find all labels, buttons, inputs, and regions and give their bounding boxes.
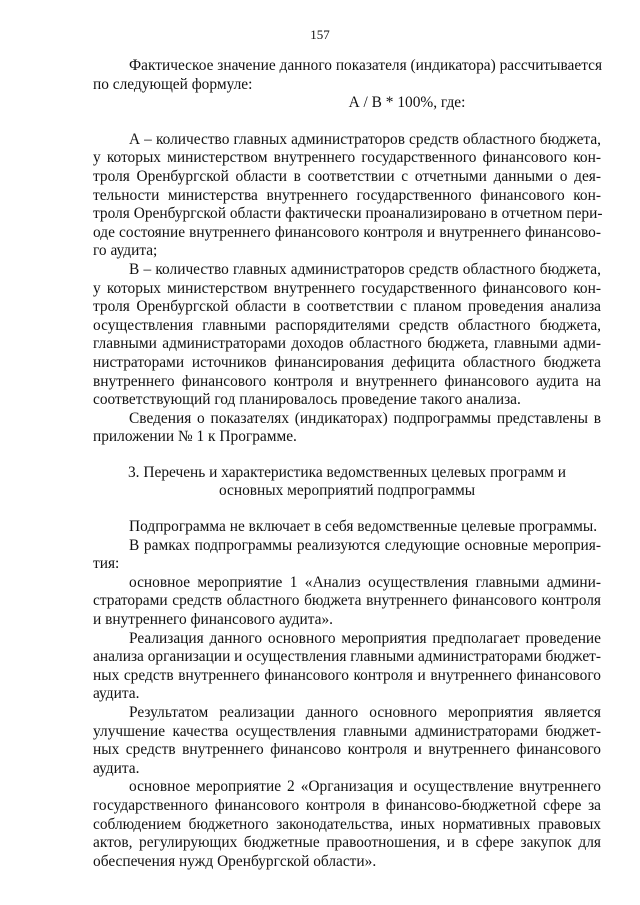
text-line: главными администраторами доходов областного бюджета, главными адми- [93,335,601,353]
text-line: осуществления главными распорядителями средств областного бюджета, [93,316,601,334]
text-line: Подпрограмма не включает в себя ведомственные целевые программы. [129,518,598,536]
text-line: соответствующий год планировалось проведение такого анализа. [93,391,521,409]
text-line: нистраторами источников финансирования дефицита областного бюджета [93,353,601,371]
section-body [93,518,601,871]
text-line: приложении № 1 к Программе. [93,428,297,446]
text-line: аудита. [93,759,140,777]
page-number: 157 [310,27,330,42]
text-line: обеспечения нужд Оренбургской области». [93,852,377,870]
text-line: основное мероприятие 1 «Анализ осуществления главными админи- [129,573,601,591]
text-line: тельности министерства внутреннего государственного финансового кон- [93,186,601,204]
text-line: го аудита; [93,242,158,260]
text-line: Реализация данного основного мероприятия предполагает проведение [129,629,601,647]
text-line: Результатом реализации данного основного мероприятия является [129,704,601,721]
text-line: тия: [93,555,120,573]
text-line: ных средств внутреннего финансово контроля и внутреннего финансового [93,741,601,759]
section-heading [93,464,601,501]
text-line: внутреннего финансового контроля и внутреннего финансового аудита на [93,372,601,390]
intro-paragraph [93,57,601,113]
text-line: Фактическое значение данного показателя (индикатора) рассчитывается [129,57,603,74]
indicators-note [93,410,601,447]
text-line: соблюдением бюджетного законодательства, иных нормативных правовых [93,815,601,833]
text-line: В – количество главных администраторов средств областного бюджета, [129,260,601,278]
definition-b [93,261,601,410]
text-line: оде состояние внутреннего финансового контроля и внутреннего финансово- [93,223,601,241]
text-line: государственного финансового контроля в финансово-бюджетной сфере за [93,796,601,814]
text-line: по следующей формуле: [93,75,253,93]
text-line: у которых министерством внутреннего государственного финансового кон- [93,149,601,167]
heading-line: основных мероприятий подпрограммы [218,482,476,500]
text-line: актов, регулирующих бюджетные правоотношения, и в сфере закупок для [93,834,601,852]
text-line: у которых министерством внутреннего государственного финансового кон- [93,279,601,297]
text-line: В рамках подпрограммы реализуются следующие основные мероприя- [129,536,601,554]
document-body [93,57,601,871]
formula: А / В * 100%, где: [348,94,466,112]
text-line: ных средств внутреннего финансового контроля и внутреннего финансового [93,666,601,684]
text-line: анализа организации и осуществления главными администраторами бюджет- [93,648,602,666]
text-line: троля Оренбургской области в соответствии с планом проведения анализа [93,298,601,316]
text-line: аудита. [93,685,140,703]
heading-line: 3. Перечень и характеристика ведомственных целевых программ и [127,463,567,481]
text-line: троля Оренбургской области в соответствии с отчетными данными о дея- [93,167,601,185]
text-line: Сведения о показателях (индикаторах) подпрограммы представлены в [129,409,601,427]
text-line: и внутреннего финансового аудита». [93,611,333,629]
text-line: А – количество главных администраторов средств областного бюджета, [129,130,601,148]
text-line: основное мероприятие 2 «Организация и осуществление внутреннего [129,778,601,796]
definition-a [93,131,601,261]
text-line: улучшение качества осуществления главными администраторами бюджет- [93,722,601,740]
text-line: троля Оренбургской области фактически проанализировано в отчетном пери- [93,205,603,223]
text-line: страторами средств областного бюджета внутреннего финансового контроля [93,592,601,610]
